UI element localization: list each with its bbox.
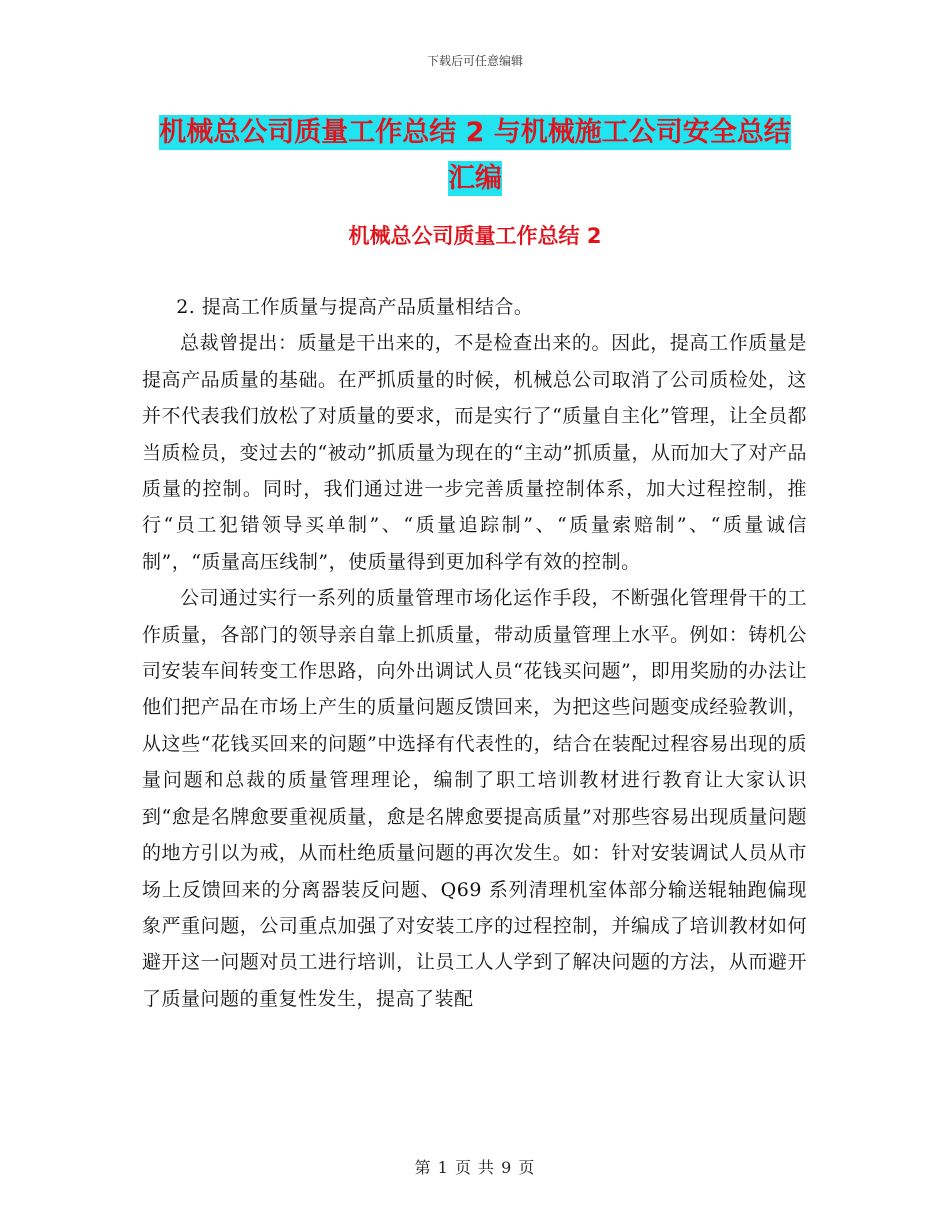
document-body — [142, 289, 807, 1017]
document-title-line-1: 机械总公司质量工作总结 2 与机械施工公司安全总结 — [159, 117, 791, 148]
paragraph-2: 总裁曾提出：质量是干出来的，不是检查出来的。因此，提高工作质量是提高产品质量的基础。在严抓质量的时候，机械总公司取消了公司质检处，这并不代表我们放松了对质量的要求，而是实行了“质量自主化”管理，让全员都当质检员，变过去的“被动”抓质量为现在的“主动”抓质量，从而加大了对产品质量的控制。同时，我们通过进一步完善质量控制体系，加大过程控制，推行“员工犯错领导买单制”、“质量追踪制”、“质量索赔制”、“质量诚信制”，“质量高压线制”，使质量得到更加科学有效的控制。 — [142, 332, 807, 573]
section-title: 机械总公司质量工作总结 2 — [348, 224, 602, 248]
header-note: 下载后可任意编辑 — [426, 54, 523, 68]
paragraph-1: 2. 提高工作质量与提高产品质量相结合。 — [176, 296, 534, 318]
paragraph-3: 公司通过实行一系列的质量管理市场化运作手段，不断强化管理骨干的工作质量，各部门的领导亲自靠上抓质量，带动质量管理上水平。例如：铸机公司安装车间转变工作思路，向外出调试人员“花钱买问题”，即用奖励的办法让他们把产品在市场上产生的质量问题反馈回来，为把这些问题变成经验教训，从这些“花钱买回来的问题”中选择有代表性的，结合在装配过程容易出现的质量问题和总裁的质量管理理论，编制了职工培训教材进行教育让大家认识到“愈是名牌愈要重视质量，愈是名牌愈要提高质量”对那些容易出现质量问题的地方引以为戒，从而杜绝质量问题的再次发生。如：针对安装调试人员从市场上反馈回来的分离器装反问题、Q69 系列清理机室体部分输送辊轴跑偏现象严重问题，公司重点加强了对安装工序的过程控制，并编成了培训教材如何避开这一问题对员工进行培训，让员工人人学到了解决问题的方法，从而避开了质量问题的重复性发生，提高了装配 — [142, 587, 807, 1010]
document-title-line-2: 汇编 — [448, 163, 502, 194]
document-title — [140, 110, 810, 202]
page-footer: 第 1 页 共 9 页 — [414, 1158, 536, 1177]
